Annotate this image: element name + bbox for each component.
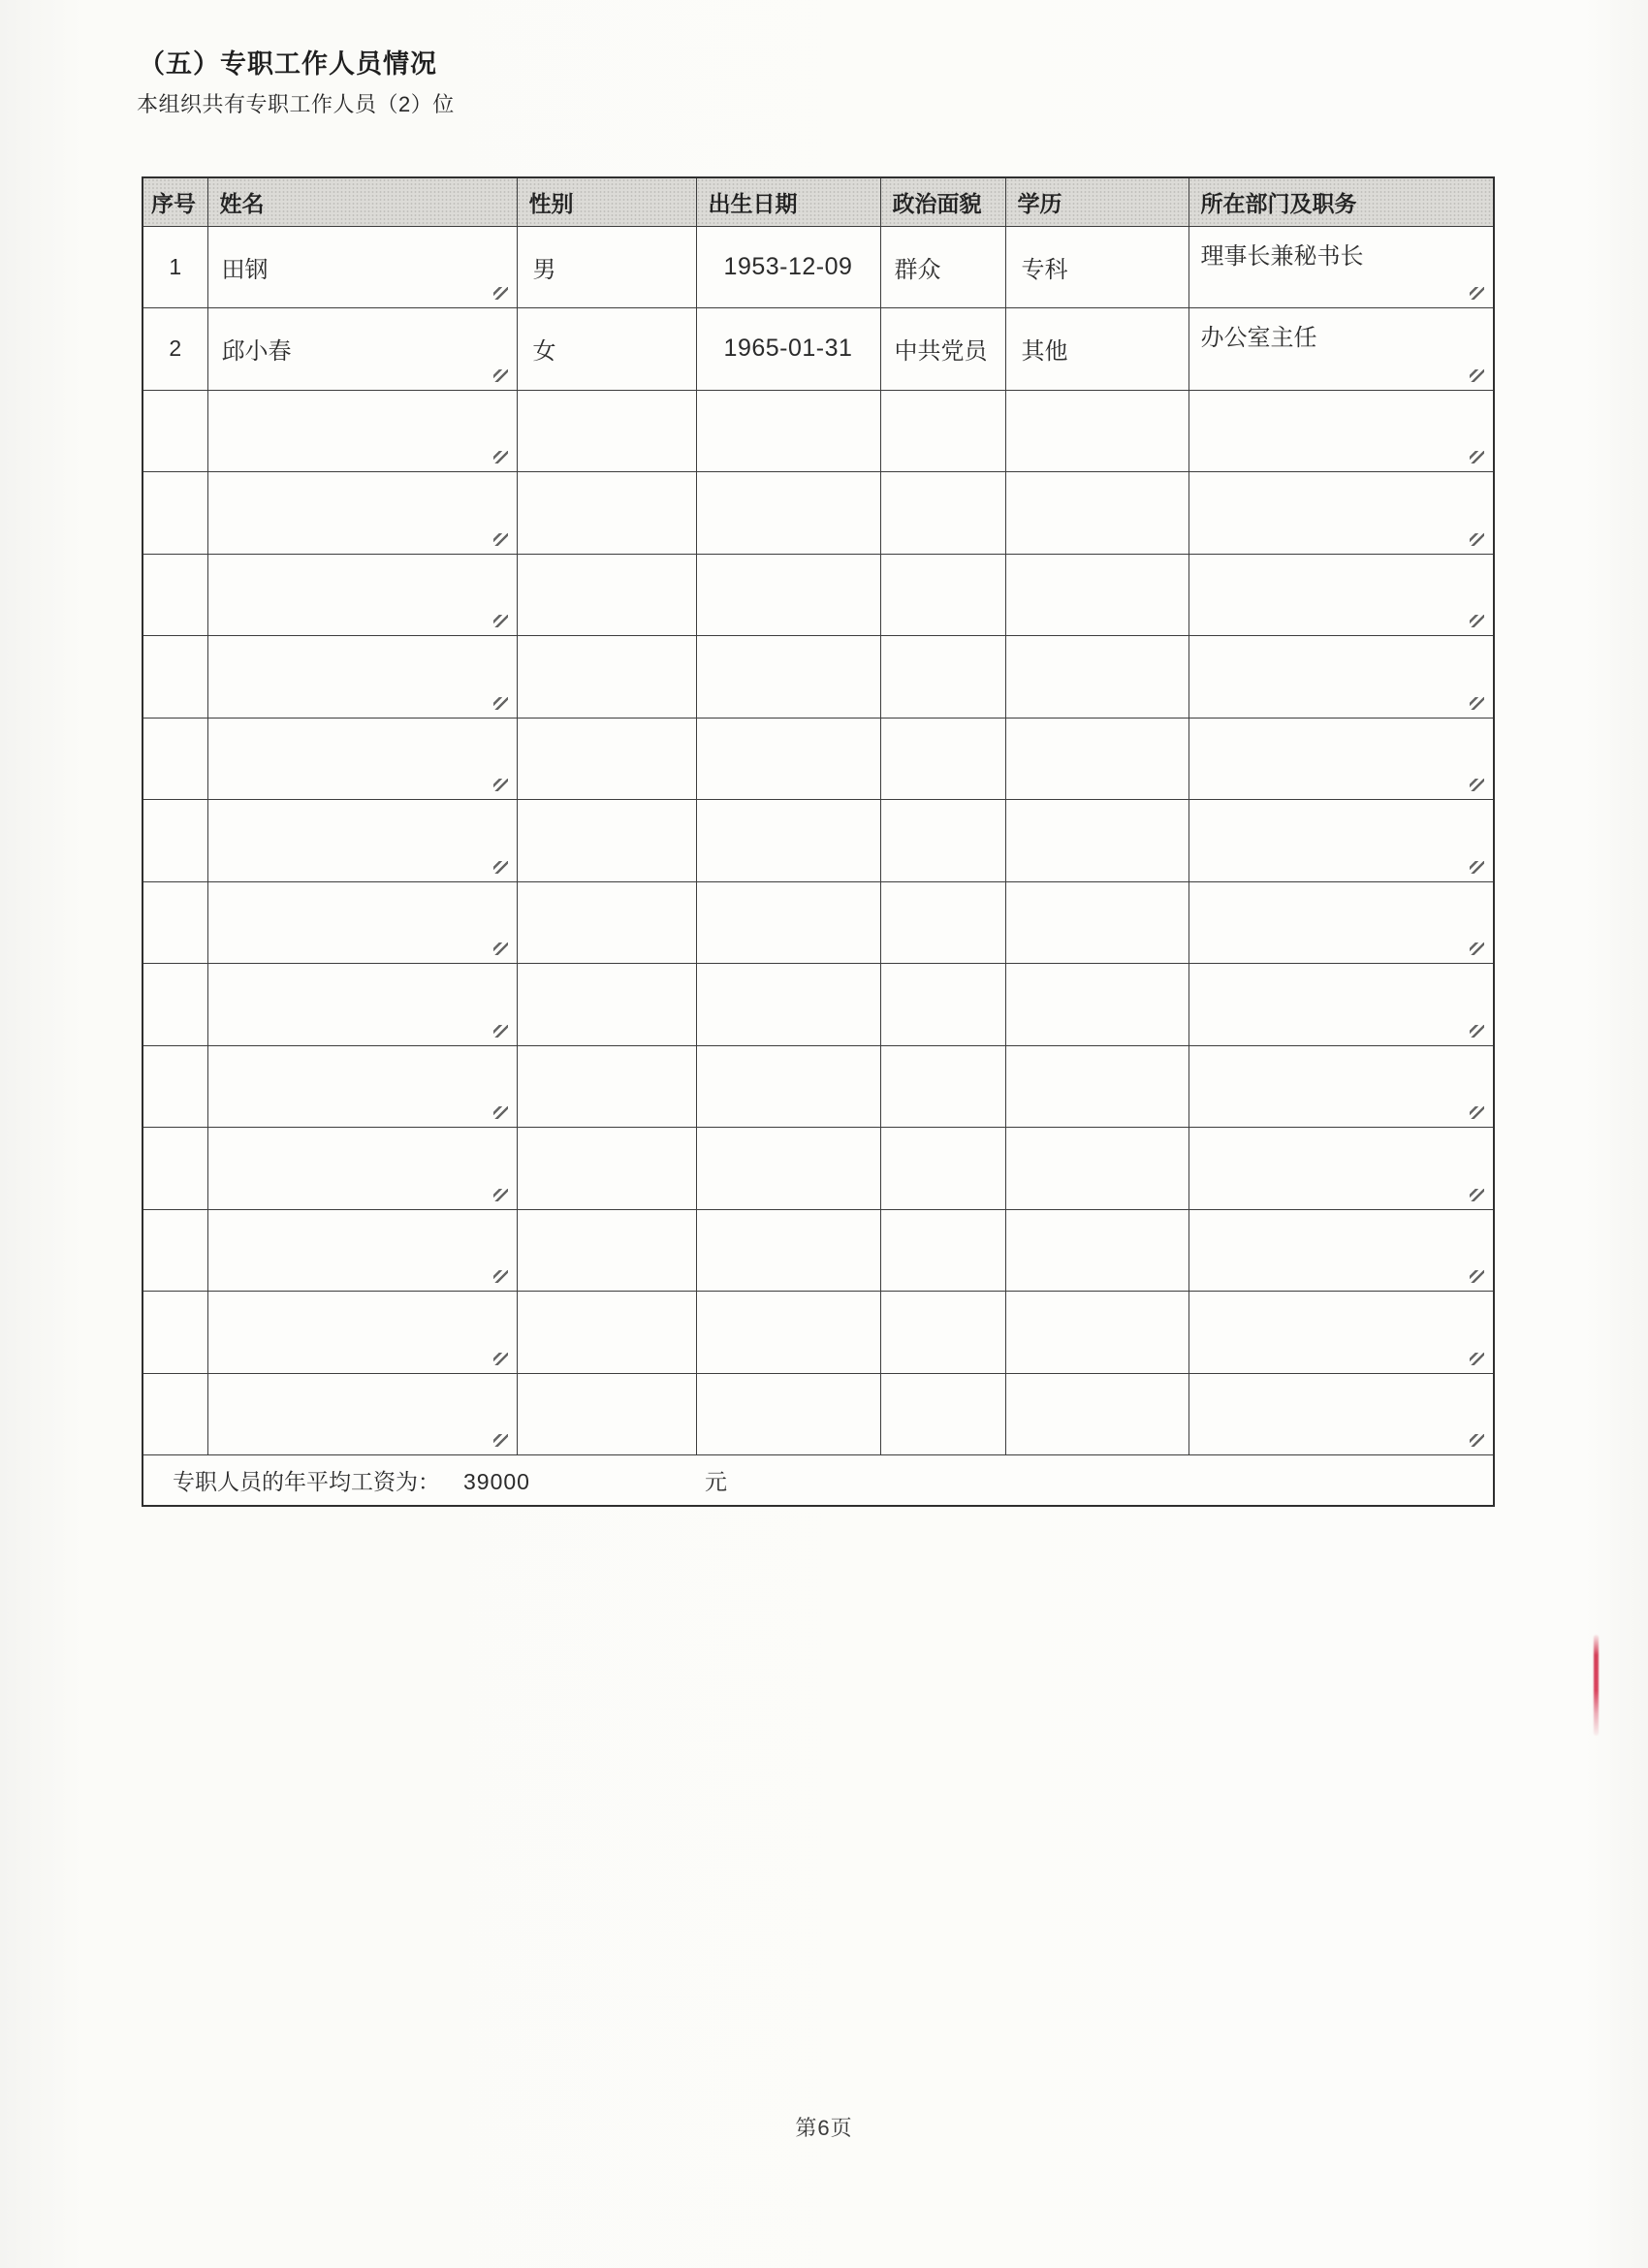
name-cell bbox=[207, 881, 517, 964]
staff-table bbox=[142, 176, 1495, 1507]
textarea-resize-grip-icon bbox=[493, 615, 508, 627]
header-cell-politics: 政治面貌 bbox=[880, 177, 1005, 226]
textarea-resize-grip-icon bbox=[493, 1025, 508, 1038]
education-cell bbox=[1005, 1045, 1188, 1128]
textarea-resize-grip-icon bbox=[1470, 1434, 1484, 1447]
salary-unit-label: 元 bbox=[704, 1468, 727, 1494]
textarea-resize-grip-icon bbox=[493, 697, 508, 710]
education-cell bbox=[1005, 881, 1188, 964]
birth-cell bbox=[696, 390, 880, 472]
gender-cell bbox=[517, 1373, 696, 1455]
gender-cell bbox=[517, 718, 696, 800]
position-cell: 理事长兼秘书长 bbox=[1188, 226, 1494, 308]
gender-cell: 女 bbox=[517, 308, 696, 391]
table-row-empty bbox=[143, 800, 1494, 882]
education-cell bbox=[1005, 1373, 1188, 1455]
birth-cell bbox=[696, 881, 880, 964]
birth-cell bbox=[696, 718, 880, 800]
position-cell bbox=[1188, 390, 1494, 472]
name-cell bbox=[207, 964, 517, 1046]
birth-cell bbox=[696, 636, 880, 719]
textarea-resize-grip-icon bbox=[493, 1106, 508, 1119]
birth-cell bbox=[696, 1209, 880, 1292]
textarea-resize-grip-icon bbox=[493, 861, 508, 874]
salary-label: 专职人员的年平均工资为： bbox=[173, 1468, 440, 1494]
salary-row bbox=[143, 1455, 1494, 1506]
section-title: （五）专职工作人员情况 bbox=[139, 49, 437, 79]
birth-cell bbox=[696, 964, 880, 1046]
table-row-empty bbox=[143, 636, 1494, 719]
textarea-resize-grip-icon bbox=[493, 1189, 508, 1201]
table-body bbox=[143, 226, 1494, 1455]
name-cell bbox=[207, 554, 517, 636]
red-scan-artifact bbox=[1594, 1635, 1599, 1736]
birth-cell: 1965-01-31 bbox=[696, 308, 880, 391]
index-cell: 2 bbox=[143, 308, 207, 391]
birth-cell bbox=[696, 800, 880, 882]
textarea-resize-grip-icon bbox=[1470, 779, 1484, 791]
index-cell bbox=[143, 800, 207, 882]
education-cell bbox=[1005, 1128, 1188, 1210]
education-cell bbox=[1005, 1209, 1188, 1292]
birth-cell: 1953-12-09 bbox=[696, 226, 880, 308]
name-cell: 邱小春 bbox=[207, 308, 517, 391]
salary-value: 39000 bbox=[463, 1468, 530, 1494]
index-cell bbox=[143, 1128, 207, 1210]
textarea-resize-grip-icon bbox=[493, 533, 508, 546]
politics-cell bbox=[880, 390, 1005, 472]
name-cell bbox=[207, 800, 517, 882]
table-row-empty bbox=[143, 718, 1494, 800]
table-row-empty bbox=[143, 1209, 1494, 1292]
textarea-resize-grip-icon bbox=[493, 942, 508, 955]
table-row bbox=[143, 226, 1494, 308]
index-cell: 1 bbox=[143, 226, 207, 308]
education-cell: 其他 bbox=[1005, 308, 1188, 391]
politics-cell bbox=[880, 800, 1005, 882]
position-cell bbox=[1188, 718, 1494, 800]
textarea-resize-grip-icon bbox=[1470, 1353, 1484, 1365]
position-cell bbox=[1188, 1128, 1494, 1210]
birth-cell bbox=[696, 1292, 880, 1374]
gender-cell bbox=[517, 881, 696, 964]
index-cell bbox=[143, 1373, 207, 1455]
position-cell bbox=[1188, 636, 1494, 719]
textarea-resize-grip-icon bbox=[1470, 1189, 1484, 1201]
textarea-resize-grip-icon bbox=[1470, 451, 1484, 463]
table-row-empty bbox=[143, 554, 1494, 636]
education-cell bbox=[1005, 718, 1188, 800]
staff-count-line: 本组织共有专职工作人员（2）位 bbox=[137, 92, 455, 116]
politics-cell bbox=[880, 1373, 1005, 1455]
table-row bbox=[143, 308, 1494, 391]
gender-cell bbox=[517, 390, 696, 472]
gender-cell bbox=[517, 964, 696, 1046]
textarea-resize-grip-icon bbox=[1470, 697, 1484, 710]
birth-cell bbox=[696, 472, 880, 555]
header-cell-index: 序号 bbox=[143, 177, 207, 226]
header-cell-name: 姓名 bbox=[207, 177, 517, 226]
table-header-row bbox=[143, 177, 1494, 226]
birth-cell bbox=[696, 1045, 880, 1128]
position-cell bbox=[1188, 1373, 1494, 1455]
index-cell bbox=[143, 472, 207, 555]
name-cell bbox=[207, 1209, 517, 1292]
index-cell bbox=[143, 1292, 207, 1374]
position-cell bbox=[1188, 1045, 1494, 1128]
textarea-resize-grip-icon bbox=[493, 287, 508, 300]
textarea-resize-grip-icon bbox=[493, 779, 508, 791]
birth-cell bbox=[696, 1128, 880, 1210]
education-cell bbox=[1005, 554, 1188, 636]
table-row-empty bbox=[143, 964, 1494, 1046]
name-cell: 田钢 bbox=[207, 226, 517, 308]
name-cell bbox=[207, 1373, 517, 1455]
position-cell bbox=[1188, 1209, 1494, 1292]
index-cell bbox=[143, 881, 207, 964]
table-row-empty bbox=[143, 1128, 1494, 1210]
header-cell-birth: 出生日期 bbox=[696, 177, 880, 226]
textarea-resize-grip-icon bbox=[1470, 1106, 1484, 1119]
gender-cell bbox=[517, 1292, 696, 1374]
gender-cell bbox=[517, 1209, 696, 1292]
politics-cell bbox=[880, 1045, 1005, 1128]
politics-cell bbox=[880, 1209, 1005, 1292]
education-cell bbox=[1005, 472, 1188, 555]
header-cell-gender: 性别 bbox=[517, 177, 696, 226]
birth-cell bbox=[696, 1373, 880, 1455]
page-number: 第6页 bbox=[795, 2116, 853, 2140]
politics-cell bbox=[880, 472, 1005, 555]
position-cell bbox=[1188, 881, 1494, 964]
index-cell bbox=[143, 636, 207, 719]
textarea-resize-grip-icon bbox=[1470, 1270, 1484, 1283]
position-cell bbox=[1188, 800, 1494, 882]
education-cell bbox=[1005, 1292, 1188, 1374]
education-cell bbox=[1005, 636, 1188, 719]
textarea-resize-grip-icon bbox=[1470, 1025, 1484, 1038]
textarea-resize-grip-icon bbox=[1470, 942, 1484, 955]
education-cell bbox=[1005, 800, 1188, 882]
textarea-resize-grip-icon bbox=[1470, 369, 1484, 382]
textarea-resize-grip-icon bbox=[493, 1434, 508, 1447]
position-cell bbox=[1188, 964, 1494, 1046]
politics-cell: 群众 bbox=[880, 226, 1005, 308]
index-cell bbox=[143, 390, 207, 472]
birth-cell bbox=[696, 554, 880, 636]
salary-cell bbox=[143, 1455, 1494, 1506]
name-cell bbox=[207, 636, 517, 719]
name-cell bbox=[207, 1128, 517, 1210]
politics-cell: 中共党员 bbox=[880, 308, 1005, 391]
position-cell bbox=[1188, 554, 1494, 636]
politics-cell bbox=[880, 718, 1005, 800]
name-cell bbox=[207, 390, 517, 472]
index-cell bbox=[143, 1209, 207, 1292]
table-row-empty bbox=[143, 472, 1494, 555]
textarea-resize-grip-icon bbox=[493, 1353, 508, 1365]
table-row-empty bbox=[143, 1045, 1494, 1128]
index-cell bbox=[143, 718, 207, 800]
gender-cell bbox=[517, 1045, 696, 1128]
header-cell-position: 所在部门及职务 bbox=[1188, 177, 1494, 226]
politics-cell bbox=[880, 554, 1005, 636]
position-cell bbox=[1188, 472, 1494, 555]
gender-cell bbox=[517, 554, 696, 636]
table-row-empty bbox=[143, 1292, 1494, 1374]
header-cell-education: 学历 bbox=[1005, 177, 1188, 226]
gender-cell: 男 bbox=[517, 226, 696, 308]
textarea-resize-grip-icon bbox=[1470, 287, 1484, 300]
name-cell bbox=[207, 472, 517, 555]
textarea-resize-grip-icon bbox=[1470, 615, 1484, 627]
position-cell bbox=[1188, 1292, 1494, 1374]
textarea-resize-grip-icon bbox=[493, 369, 508, 382]
position-cell: 办公室主任 bbox=[1188, 308, 1494, 391]
textarea-resize-grip-icon bbox=[493, 451, 508, 463]
index-cell bbox=[143, 964, 207, 1046]
politics-cell bbox=[880, 636, 1005, 719]
education-cell bbox=[1005, 390, 1188, 472]
gender-cell bbox=[517, 636, 696, 719]
education-cell: 专科 bbox=[1005, 226, 1188, 308]
textarea-resize-grip-icon bbox=[1470, 861, 1484, 874]
gender-cell bbox=[517, 800, 696, 882]
index-cell bbox=[143, 1045, 207, 1128]
textarea-resize-grip-icon bbox=[493, 1270, 508, 1283]
name-cell bbox=[207, 718, 517, 800]
table-row-empty bbox=[143, 390, 1494, 472]
gender-cell bbox=[517, 472, 696, 555]
politics-cell bbox=[880, 881, 1005, 964]
politics-cell bbox=[880, 1292, 1005, 1374]
name-cell bbox=[207, 1292, 517, 1374]
table-row-empty bbox=[143, 881, 1494, 964]
education-cell bbox=[1005, 964, 1188, 1046]
table-row-empty bbox=[143, 1373, 1494, 1455]
name-cell bbox=[207, 1045, 517, 1128]
textarea-resize-grip-icon bbox=[1470, 533, 1484, 546]
gender-cell bbox=[517, 1128, 696, 1210]
politics-cell bbox=[880, 1128, 1005, 1210]
politics-cell bbox=[880, 964, 1005, 1046]
index-cell bbox=[143, 554, 207, 636]
